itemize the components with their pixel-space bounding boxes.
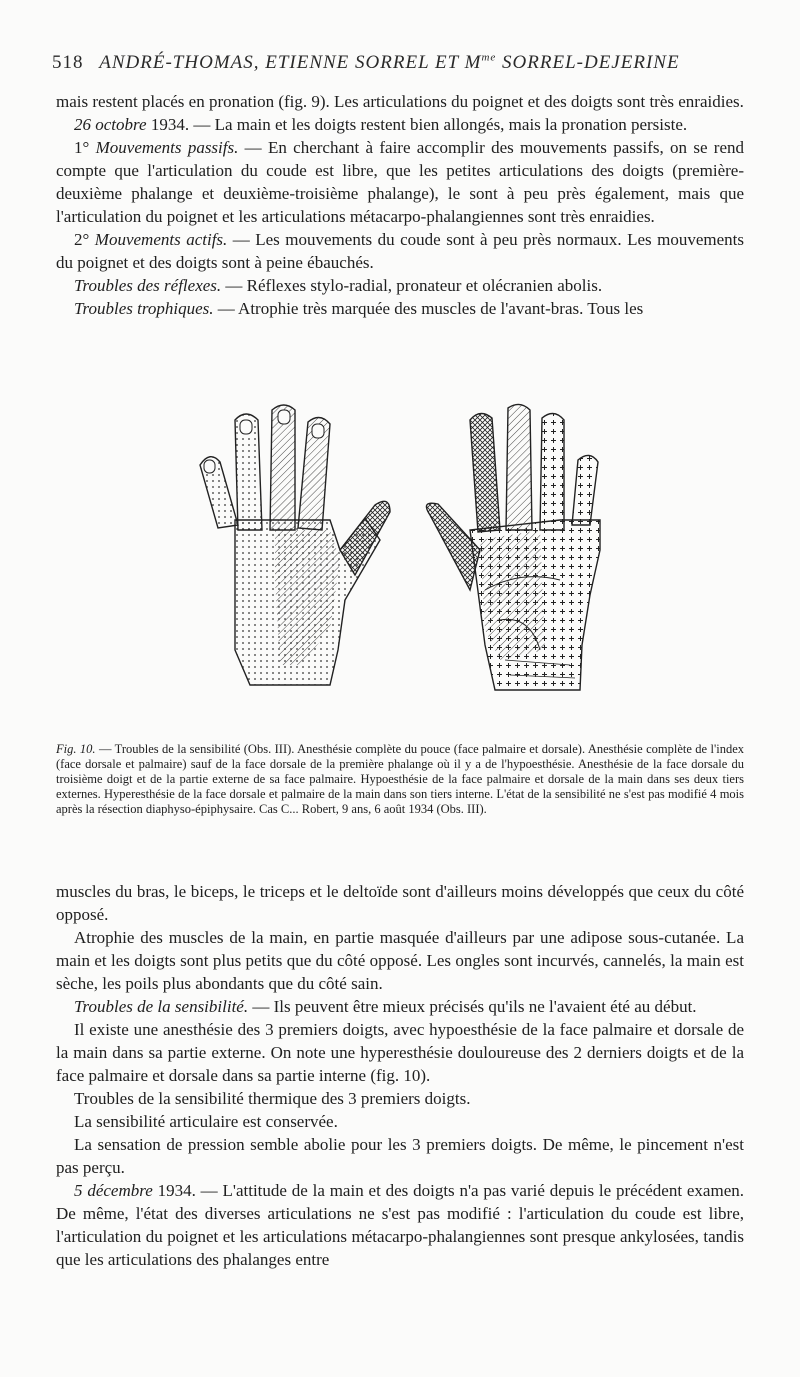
running-head bbox=[52, 52, 752, 74]
paragraph: 5 décembre 1934. — L'attitude de la main et des doigts n'a pas varié depuis le précédent examen. De même, l'état des diverses articulations ne s'est pas modifié : l'articulation du coude est libre, l'articulation du poignet et les articulations métacarpo-phalangiennes sont presque ankylosées, tandis que les articulations des phalanges entre bbox=[56, 1181, 744, 1269]
paragraph: Atrophie des muscles de la main, en partie masquée d'ailleurs par une adipose sous-cutanée. La main et les doigts sont plus petits que du côté opposé. Les ongles sont incurvés, cannelés, la main est sèche, les poils plus abondants que du côté sain. bbox=[56, 928, 744, 993]
right-hand-middle-finger bbox=[506, 404, 532, 530]
right-hand-thumb bbox=[426, 503, 480, 590]
right-hand-ring-finger bbox=[540, 413, 564, 530]
paragraph: muscles du bras, le biceps, le triceps et le deltoïde sont d'ailleurs moins développés que ceux du côté opposé. bbox=[56, 882, 744, 924]
top-text-block bbox=[56, 90, 744, 320]
figure-caption bbox=[56, 742, 744, 817]
right-hand-little-finger bbox=[572, 455, 598, 525]
paragraph: La sensation de pression semble abolie pour les 3 premiers doigts. De même, le pincement n'est pas perçu. bbox=[56, 1135, 744, 1177]
paragraph: Il existe une anesthésie des 3 premiers doigts, avec hypoesthésie de la face palmaire et dorsale de la main dans sa partie externe. On note une hyperesthésie douloureuse des 2 derniers doigts et de la face palmaire et dorsale dans sa partie interne (fig. 10). bbox=[56, 1020, 744, 1085]
paragraph: 2° Mouvements actifs. — Les mouvements du coude sont à peu près normaux. Les mouvements du poignet et des doigts sont à peine ébauchés. bbox=[56, 230, 744, 272]
page-number: 518 bbox=[52, 52, 84, 74]
paragraph: Troubles de la sensibilité. — Ils peuvent être mieux précisés qu'ils ne l'avaient été au début. bbox=[74, 997, 697, 1016]
bottom-text-block bbox=[56, 880, 744, 1271]
paragraph: Troubles de la sensibilité thermique des 3 premiers doigts. bbox=[74, 1089, 471, 1108]
paragraph: mais restent placés en pronation (fig. 9). Les articulations du poignet et des doigts sont très enraidies. bbox=[56, 92, 744, 111]
paragraph: La sensibilité articulaire est conservée. bbox=[74, 1112, 338, 1131]
figure-label: Fig. 10. bbox=[56, 742, 96, 756]
paragraph: 26 octobre 1934. — La main et les doigts restent bien allongés, mais la pronation persiste. bbox=[74, 115, 688, 134]
paragraph: Troubles des réflexes. — Réflexes stylo-radial, pronateur et olécranien abolis. bbox=[74, 276, 603, 295]
figure-caption-text: — Troubles de la sensibilité (Obs. III). Anesthésie complète du pouce (face palmaire et dorsale). Anesthésie complète de l'index (face dorsale et palmaire) sauf de la face dorsale de la première phalange où il y a de l'hypoesthésie. Anesthésie de la face dorsale du troisième doigt et de la partie externe de sa face palmaire. Hypoesthésie de la face palmaire et dorsale de la main dans ses deux tiers externes. Hyperesthésie de la face dorsale et palmaire de la main dans son tiers interne. L'état de la sensibilité ne s'est pas modifié 4 mois après la résection diaphyso-épiphysaire. Cas C... Robert, 9 ans, 6 août 1934 (Obs. III). bbox=[56, 742, 744, 816]
right-hand-index-finger bbox=[470, 413, 500, 532]
left-hand-dorsal-diagram bbox=[200, 405, 390, 685]
paragraph: Troubles trophiques. — Atrophie très marquée des muscles de l'avant-bras. Tous les bbox=[74, 299, 644, 318]
paragraph: 1° Mouvements passifs. — En cherchant à faire accomplir des mouvements passifs, on se rend compte que l'articulation du coude est libre, que les petites articulations des doigts (première-deuxième phalange et deuxième-troisième phalange), le sont à peu près également, mais que l'articulation du poignet et les articulations métacarpo-phalangiennes sont très enraidies. bbox=[56, 138, 744, 226]
hand-sensibility-figure bbox=[180, 400, 620, 700]
right-hand-palmar-diagram bbox=[426, 404, 600, 690]
running-title: ANDRÉ-THOMAS, ETIENNE SORREL ET $M^{me}$ SORREL-DEJERINE bbox=[99, 52, 680, 74]
